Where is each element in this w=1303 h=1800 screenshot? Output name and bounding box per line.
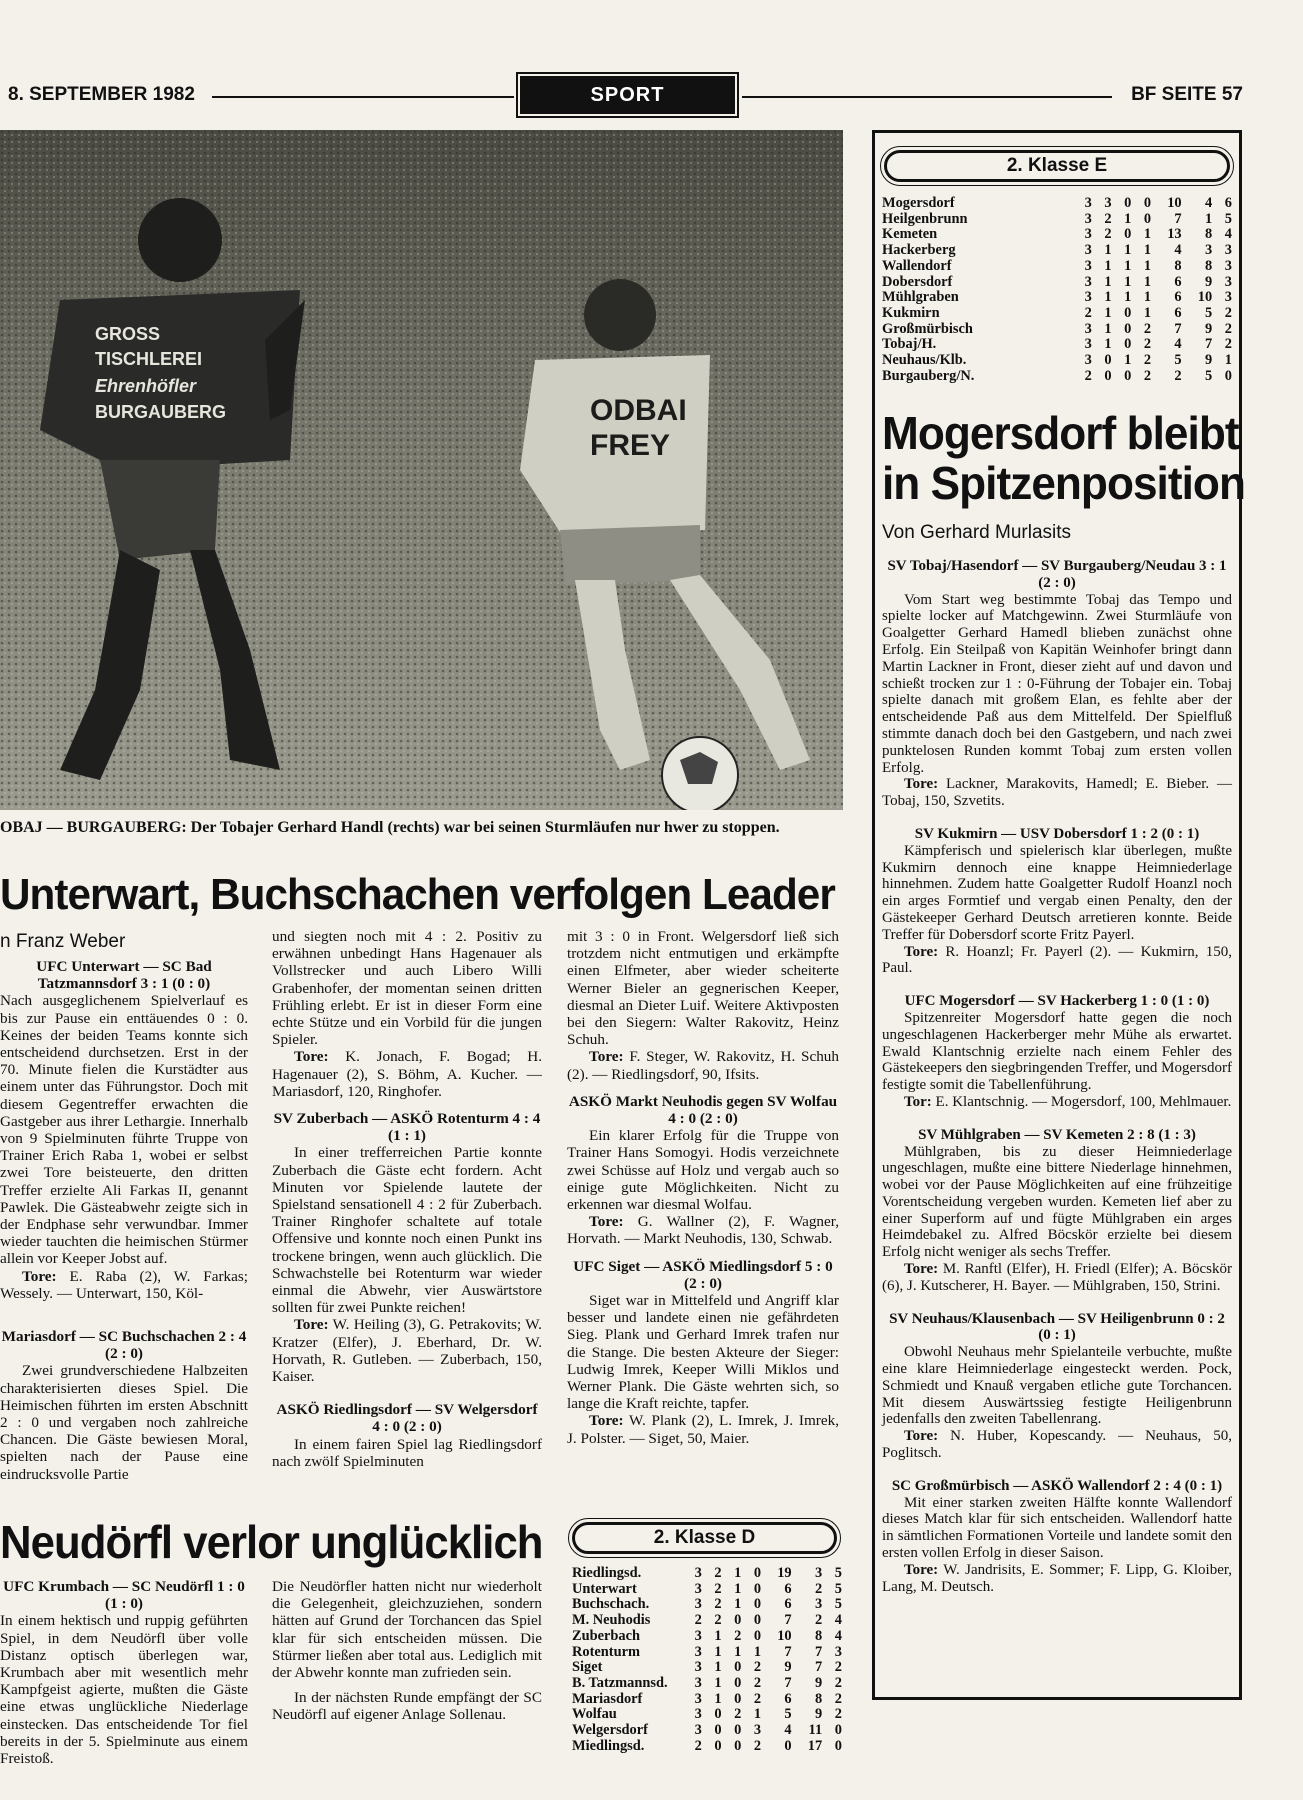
stat-cell: 1 (1104, 336, 1112, 353)
stat-cell: 3 (694, 1627, 702, 1644)
match-report: In einem hektisch und ruppig geführten Spiel, in dem Neudörfl über volle Distanz optisch überlegen war, Krumbach aber mit wesentlich mehr Kampfgeist agierte, mußten die Gäste eine etwas unglückliche Niederlage einstecken. Das entscheidende Tor fiel bereits in der 5. Spielminute aus einem Freistoß. (0, 1612, 248, 1768)
stat-cell: 9 (814, 1706, 823, 1723)
standings-row (572, 1629, 842, 1645)
stat-cell: 2 (1143, 320, 1152, 337)
match-report: Siget war in Mittelfeld und Angriff klar besser und landete einen nie gefährdeten Sieg. Plank und Gerhard Imrek trafen nur die Stange. Die besten Akteure der Sieger: Ludwig Imrek, Keeper Willi Miklos und Werner Plank. Die Gäste wehrten sich, so lange die Kraft reichte, tapfer. (567, 1292, 839, 1413)
stat-cell: 3 (1084, 320, 1092, 337)
scorers-line: Tore: Lackner, Marakovits, Hamedl; E. Bieber. — Tobaj, 150, Szvetits. (882, 776, 1233, 810)
stat-cell: 2 (814, 1580, 823, 1597)
standings-row (882, 353, 1232, 369)
stat-cell: 1 (734, 1643, 742, 1660)
stat-cell: 1 (1124, 352, 1132, 369)
standings-row (572, 1566, 842, 1582)
stat-cell: 0 (1143, 210, 1152, 227)
header-rule-left (212, 96, 514, 98)
stat-cell: 4 (784, 1722, 792, 1739)
team-name: M. Neuhodis (572, 1612, 651, 1629)
jersey-left-line-3: Ehrenhöfler (95, 376, 197, 396)
scorers-line: Tore: R. Hoanzl; Fr. Payerl (2). — Kukmirn, 150, Paul. (882, 943, 1232, 977)
headline-unterwart: Unterwart, Buchschachen verfolgen Leader (0, 870, 835, 919)
stat-cell: 3 (1084, 257, 1092, 274)
stat-cell: 2 (753, 1674, 762, 1691)
stat-cell: 13 (1167, 226, 1182, 243)
match-heading: ASKÖ Riedlingsdorf — SV Welgersdorf 4 : 0 (2 : 0) (276, 1401, 538, 1436)
stat-cell: 0 (753, 1565, 762, 1581)
stat-cell: 4 (1204, 195, 1213, 211)
match-report: Zwei grundverschiedene Halbzeiten charakterisierten dieses Spiel. Die Heimischen führten im ersten Abschnitt 2 : 0 und vergaben noch zahlreiche Chancen. Die Gäste bewiesen Moral, spielten nach der Pause eine eindrucksvolle Partie (0, 1362, 248, 1483)
article3-column (882, 558, 1232, 1595)
stat-cell: 0 (734, 1722, 742, 1739)
stat-cell: 0 (1104, 367, 1112, 384)
standings-row (882, 227, 1232, 243)
standings-row (572, 1707, 842, 1723)
photo-illustration (0, 130, 843, 810)
standings-row (882, 196, 1232, 212)
stat-cell: 5 (1224, 210, 1232, 227)
match-heading: UFC Krumbach — SC Neudörfl 1 : 0 (1 : 0) (3, 1578, 245, 1613)
headline-neudoerfl: Neudörfl verlor unglücklich (0, 1516, 543, 1568)
stat-cell: 9 (814, 1674, 823, 1691)
scorers-line: Tore: N. Huber, Kopescandy. — Neuhaus, 50, Poglitsch. (882, 1428, 1232, 1462)
stat-cell: 0 (734, 1690, 742, 1707)
match-photo (0, 130, 843, 810)
stat-cell: 6 (784, 1596, 792, 1613)
standings-row (572, 1582, 842, 1598)
stat-cell: 2 (753, 1690, 762, 1707)
stat-cell: 3 (694, 1690, 702, 1707)
stat-cell: 1 (1104, 289, 1112, 306)
scorers-line: Tore: K. Jonach, F. Bogad; H. Hagenauer (2), S. Böhm, A. Kucher. — Mariasdorf, 120, Ringhofer. (272, 1048, 543, 1100)
header-date: 8. SEPTEMBER 1982 (8, 84, 195, 105)
stat-cell: 1 (753, 1706, 762, 1723)
article1-column-1 (0, 958, 248, 1483)
scorers-line: Tore: F. Steger, W. Rakovitz, H. Schuh (2). — Riedlingsdorf, 90, Ifsits. (567, 1048, 839, 1083)
stat-cell: 2 (834, 1690, 842, 1707)
stat-cell: 1 (734, 1565, 742, 1581)
standings-row (882, 337, 1232, 353)
match-report: Vom Start weg bestimmte Tobaj das Tempo und spielte locker auf Matchgewinn. Zwei Sturmläufe von Goalgetter Gerhard Hamedl blieben zunächst ohne Erfolg. Ein Steilpaß von Kapitän Weinhofer bringt dann Martin Lackner in Front, dieser zieht auf und davon und schießt trocken zur 1 : 0-Führung der Tobajer ein. Tobaj spielte danach mit großem Elan, es fehlte aber der entscheidende Paß aus dem Mittelfeld. Der Spielfluß stimmte danach doch bei den Gastgebern, und nach zwei punktelosen Runden kommt Tobaj zum ersten vollen Erfolg. (882, 591, 1232, 776)
stat-cell: 3 (1084, 210, 1092, 227)
standings-row (572, 1613, 842, 1629)
stat-cell: 2 (834, 1674, 842, 1691)
stat-cell: 9 (1204, 352, 1213, 369)
stat-cell: 3 (694, 1565, 702, 1581)
stat-cell: 0 (784, 1737, 792, 1754)
stat-cell: 0 (1124, 367, 1132, 384)
match-heading: SC Großmürbisch — ASKÖ Wallendorf 2 : 4 (0 : 1) (891, 1477, 1223, 1494)
stat-cell: 2 (1143, 367, 1152, 384)
scorers-line: Tore: G. Wallner (2), F. Wagner, Horvath. — Markt Neuhodis, 130, Schwab. (567, 1213, 839, 1248)
stat-cell: 9 (784, 1659, 792, 1676)
stat-cell: 0 (734, 1737, 742, 1754)
stat-cell: 1 (1124, 210, 1132, 227)
stat-cell: 2 (714, 1580, 722, 1597)
stat-cell: 6 (1174, 273, 1182, 290)
stat-cell: 2 (1143, 352, 1152, 369)
match-report: Nach ausgeglichenem Spielverlauf es bis zur Pause ein enttäuendes 0 : 0. Keines der beiden Teams konnte sich entscheidend durchsetzen. Erst in der 70. Minute fielen die Kurstädter aus einem unter das Führungstor. Doch mit diesem Gegentreffer erwachten die Gastgeber aus ihrer Lethargie. Innerhalb von 9 Spielminuten führte Truppe von Trainer Erich Raba 1, wobei er selbst zwei Tore beisteuerte, den dritten Treffer erzielte Ali Farkas II, genannt Pawlek. Die Gästeabwehr zeigte sich in der Endphase sehr verwundbar. Immer wieder tauchten die heimischen Stürmer allein vor Keeper Jobst auf. (0, 992, 248, 1268)
stat-cell: 0 (834, 1722, 842, 1739)
stat-cell: 1 (714, 1690, 722, 1707)
team-name: Rotenturm (572, 1643, 640, 1660)
stat-cell: 1 (1104, 257, 1112, 274)
stat-cell: 1 (1104, 320, 1112, 337)
stat-cell: 9 (1204, 320, 1213, 337)
photo-caption: OBAJ — BURGAUBERG: Der Tobajer Gerhard Handl (rechts) war bei seinen Sturmläufen nur hwer zu stoppen. (0, 819, 780, 836)
team-name: Burgauberg/N. (882, 367, 975, 384)
team-name: Siget (572, 1659, 603, 1676)
table-e-standings (882, 196, 1232, 384)
stat-cell: 4 (1174, 242, 1182, 259)
match-report: Kämpferisch und spielerisch klar überlegen, mußte Kukmirn dennoch eine knappe Heimniederlage hinnehmen. Zudem hatte Goalgetter Rudolf Hoanzl noch ein arges Formtief und vergab einen Penalty, den der Gästekeeper Gerhard Deutsch arretieren konnte. Beide Treffer für Dobersdorf scorte Fritz Payerl. (882, 842, 1232, 943)
stat-cell: 2 (1104, 226, 1112, 243)
stat-cell: 2 (1104, 210, 1112, 227)
stat-cell: 0 (734, 1659, 742, 1676)
stat-cell: 1 (1124, 242, 1132, 259)
stat-cell: 2 (1084, 304, 1092, 321)
stat-cell: 3 (1224, 273, 1232, 290)
table-e-title: 2. Klasse E (884, 150, 1230, 182)
table-d-title: 2. Klasse D (572, 1522, 837, 1554)
headline-mogersdorf-text: Mogersdorf bleibt in Spitzenposition (882, 407, 1245, 509)
match-report: In einem fairen Spiel lag Riedlingsdorf nach zwölf Spielminuten (272, 1435, 542, 1470)
stat-cell: 1 (714, 1643, 722, 1660)
stat-cell: 5 (834, 1565, 842, 1581)
team-name: Dobersdorf (882, 273, 953, 290)
scorers-line: Tore: E. Raba (2), W. Farkas; Wessely. — Unterwart, 150, Köl- (0, 1267, 248, 1302)
match-heading: SV Neuhaus/Klausenbach — SV Heiligenbrunn 0 : 2 (0 : 1) (889, 1310, 1225, 1344)
team-name: Mühlgraben (882, 289, 959, 306)
stat-cell: 1 (1104, 273, 1112, 290)
match-heading: SV Kukmirn — USV Dobersdorf 1 : 2 (0 : 1) (914, 825, 1200, 842)
match-heading: UFC Unterwart — SC Bad Tatzmannsdorf 3 : 1 (0 : 0) (36, 958, 212, 993)
stat-cell: 5 (834, 1580, 842, 1597)
team-name: Heilgenbrunn (882, 210, 968, 227)
stat-cell: 3 (694, 1722, 702, 1739)
team-name: Mogersdorf (882, 195, 955, 211)
stat-cell: 2 (694, 1737, 702, 1754)
team-name: Wallendorf (882, 257, 952, 274)
jersey-right-line-1: ODBAI (590, 394, 687, 427)
stat-cell: 5 (1174, 352, 1182, 369)
article2-column-1 (0, 1578, 248, 1767)
scorers-line: Tore: M. Ranftl (Elfer), H. Friedl (Elfer); A. Böcskör (6), J. Kutscherer, H. Bayer. — Mühlgraben, 150, Strini. (882, 1261, 1232, 1294)
stat-cell: 11 (808, 1722, 823, 1739)
stat-cell: 1 (734, 1596, 742, 1613)
stat-cell: 2 (714, 1612, 722, 1629)
stat-cell: 2 (1174, 367, 1182, 384)
stat-cell: 3 (1224, 257, 1232, 274)
stat-cell: 0 (1124, 226, 1132, 243)
scorers-line: Tore: W. Jandrisits, E. Sommer; F. Lipp, G. Kloiber, Lang, M. Deutsch. (882, 1561, 1232, 1595)
stat-cell: 0 (1124, 195, 1132, 211)
stat-cell: 0 (714, 1706, 722, 1723)
stat-cell: 1 (1124, 273, 1132, 290)
stat-cell: 2 (714, 1565, 722, 1581)
stat-cell: 2 (1224, 304, 1232, 321)
stat-cell: 1 (1143, 242, 1152, 259)
stat-cell: 5 (1204, 367, 1213, 384)
stat-cell: 3 (1084, 226, 1092, 243)
scorers-line: Tore: W. Plank (2), L. Imrek, J. Imrek, J. Polster. — Siget, 50, Maier. (567, 1412, 839, 1447)
stat-cell: 8 (1204, 226, 1213, 243)
stat-cell: 1 (1143, 304, 1152, 321)
team-name: Neuhaus/Klb. (882, 352, 967, 369)
stat-cell: 2 (1084, 367, 1092, 384)
stat-cell: 7 (814, 1659, 823, 1676)
team-name: Welgersdorf (572, 1722, 648, 1739)
stat-cell: 2 (1224, 320, 1232, 337)
team-name: Buchschach. (572, 1596, 650, 1613)
stat-cell: 0 (753, 1612, 762, 1629)
match-report: Spitzenreiter Mogersdorf hatte gegen die noch ungeschlagenen Hackerberger mehr Mühe als erwartet. Ewald Klantschnig erzielte nach einem Fehler des Gästekeepers den siegbringenden Treffer, und Mogersdorf festigte somit die Tabellenführung. (882, 1009, 1232, 1094)
stat-cell: 2 (1224, 336, 1232, 353)
stat-cell: 0 (1124, 320, 1132, 337)
stat-cell: 1 (714, 1627, 722, 1644)
stat-cell: 3 (814, 1565, 823, 1581)
team-name: Unterwart (572, 1580, 637, 1597)
stat-cell: 1 (1104, 304, 1112, 321)
stat-cell: 3 (1084, 352, 1092, 369)
standings-row (882, 212, 1232, 228)
match-report: In einer trefferreichen Partie konnte Zuberbach die Gäste echt fordern. Acht Minuten vor Spielende lautete der Spielstand sensationell 4 : 2 für Zuberbach. Trainer Ringhofer schaltete auf totale Offensive und konnte noch einen Punkt ins trockene bringen, wenn auch glücklich. Die Schwachstelle bei Rotenturm war wieder einmal die Abwehr, vier Auswärtstore sollten für zwei Punkte reichen! (272, 1144, 542, 1317)
team-name: Großmürbisch (882, 320, 973, 337)
stat-cell: 8 (1174, 257, 1182, 274)
stat-cell: 3 (1084, 336, 1092, 353)
standings-row (882, 275, 1232, 291)
standings-row (882, 306, 1232, 322)
team-name: Kukmirn (882, 304, 940, 321)
standings-row (882, 322, 1232, 338)
stat-cell: 3 (753, 1722, 762, 1739)
team-name: Riedlingsd. (572, 1565, 642, 1581)
standings-row (572, 1660, 842, 1676)
stat-cell: 8 (814, 1627, 823, 1644)
jersey-left-line-2: TISCHLEREI (95, 349, 203, 369)
stat-cell: 2 (734, 1627, 742, 1644)
match-heading: UFC Siget — ASKÖ Miedlingsdorf 5 : 0 (2 : 0) (573, 1257, 833, 1292)
stat-cell: 5 (1204, 304, 1213, 321)
match-report: In der nächsten Runde empfängt der SC Neudörfl auf eigener Anlage Sollenau. (272, 1689, 542, 1724)
stat-cell: 7 (1204, 336, 1213, 353)
stat-cell: 3 (1084, 195, 1092, 211)
match-report: und siegten noch mit 4 : 2. Positiv zu erwähnen unbedingt Hans Hagenauer als Vollstrecker und auch Libero Willi Grabenhofer, der momentan seinen dritten Frühling erlebt. Er ist in dieser Form eine echte Stütze und ein Vorbild für die jungen Spieler. (272, 928, 542, 1049)
stat-cell: 3 (834, 1643, 842, 1660)
team-name: Tobaj/H. (882, 336, 937, 353)
team-name: Zuberbach (572, 1627, 640, 1644)
stat-cell: 1 (1224, 352, 1232, 369)
team-name: B. Tatzmannsd. (572, 1674, 668, 1691)
stat-cell: 3 (694, 1580, 702, 1597)
stat-cell: 0 (714, 1722, 722, 1739)
jersey-right-line-2: FREY (590, 429, 671, 462)
standings-row (572, 1676, 842, 1692)
stat-cell: 3 (1084, 242, 1092, 259)
standings-row (882, 243, 1232, 259)
table-d-standings (572, 1566, 842, 1754)
stat-cell: 3 (1224, 242, 1232, 259)
stat-cell: 10 (1197, 289, 1213, 306)
stat-cell: 3 (694, 1706, 702, 1723)
stat-cell: 9 (1204, 273, 1213, 290)
stat-cell: 3 (694, 1596, 702, 1613)
stat-cell: 0 (1124, 336, 1132, 353)
stat-cell: 6 (784, 1580, 792, 1597)
stat-cell: 5 (784, 1706, 792, 1723)
stat-cell: 1 (714, 1674, 722, 1691)
match-report: Mit einer starken zweiten Hälfte konnte Wallendorf dieses Match klar für sich entscheiden. Wallendorf hatte in sämtlichen Formationen Vorteile und landete somit den ersten vollen Erfolg in dieser Saison. (882, 1494, 1232, 1562)
stat-cell: 10 (1167, 195, 1182, 211)
standings-row (572, 1692, 842, 1708)
stat-cell: 1 (1143, 226, 1152, 243)
stat-cell: 4 (834, 1612, 842, 1629)
stat-cell: 3 (1204, 242, 1213, 259)
stat-cell: 3 (1084, 289, 1092, 306)
stat-cell: 7 (1174, 320, 1182, 337)
header-rule-right (742, 96, 1112, 98)
match-heading: UFC Mogersdorf — SV Hackerberg 1 : 0 (1 : 0) (904, 993, 1210, 1010)
stat-cell: 7 (784, 1674, 792, 1691)
stat-cell: 0 (753, 1596, 762, 1613)
headline-mogersdorf (882, 408, 1247, 508)
stat-cell: 2 (694, 1612, 702, 1629)
stat-cell: 3 (694, 1674, 702, 1691)
team-name: Kemeten (882, 226, 938, 243)
standings-row (572, 1645, 842, 1661)
stat-cell: 0 (734, 1674, 742, 1691)
stat-cell: 3 (1104, 195, 1112, 211)
stat-cell: 0 (734, 1612, 742, 1629)
match-heading: Mariasdorf — SC Buchschachen 2 : 4 (2 : 0) (1, 1328, 247, 1363)
stat-cell: 1 (753, 1643, 762, 1660)
stat-cell: 6 (1174, 289, 1182, 306)
section-badge: SPORT (520, 76, 735, 114)
stat-cell: 7 (784, 1643, 792, 1660)
team-name: Mariasdorf (572, 1690, 643, 1707)
stat-cell: 10 (777, 1627, 792, 1644)
stat-cell: 0 (1143, 195, 1152, 211)
stat-cell: 2 (753, 1737, 762, 1754)
stat-cell: 6 (1224, 195, 1232, 211)
stat-cell: 1 (734, 1580, 742, 1597)
match-report: Obwohl Neuhaus mehr Spielanteile verbuchte, mußte eine klare Heimniederlage eingesteckt werden. Pock, Schmiedt und Knauß vergaben etliche gute Torchancen. Mit diesem Auswärtssieg festigte Heiligenbrunn jedenfalls den zweiten Tabellenrang. (882, 1344, 1232, 1428)
article2-column-2 (272, 1578, 542, 1724)
stat-cell: 4 (1174, 336, 1182, 353)
stat-cell: 3 (1084, 273, 1092, 290)
stat-cell: 7 (814, 1643, 823, 1660)
stat-cell: 4 (1224, 226, 1232, 243)
standings-row (572, 1739, 842, 1755)
stat-cell: 4 (834, 1627, 842, 1644)
match-report: Mühlgraben, bis zu dieser Heimniederlage ungeschlagen, mußte eine bittere Niederlage hinnehmen, wobei vor der Pause Möglichkeiten auf eine frühzeitige Vorentscheidung vergeben wurden. Kemeten lief aber zu einer Superform auf und fügte Mühlgraben ein arges Heimdebakel zu. Alfred Böcskör erzielte bei diesem Erfolg nicht weniger als sechs Treffer. (882, 1143, 1232, 1261)
jersey-left-line-4: BURGAUBERG (95, 402, 227, 422)
stat-cell: 3 (1224, 289, 1232, 306)
stat-cell: 0 (714, 1737, 722, 1754)
stat-cell: 0 (1104, 352, 1112, 369)
match-heading: ASKÖ Markt Neuhodis gegen SV Wolfau 4 : 0 (2 : 0) (568, 1092, 838, 1128)
stat-cell: 3 (694, 1659, 702, 1676)
stat-cell: 17 (807, 1737, 823, 1754)
standings-row (572, 1723, 842, 1739)
stat-cell: 1 (1143, 257, 1152, 274)
team-name: Hackerberg (882, 242, 956, 259)
stat-cell: 2 (734, 1706, 742, 1723)
stat-cell: 1 (1124, 257, 1132, 274)
jersey-left-line-1: GROSS (95, 324, 161, 344)
standings-row (572, 1597, 842, 1613)
standings-row (882, 290, 1232, 306)
stat-cell: 5 (834, 1596, 842, 1613)
stat-cell: 8 (1204, 257, 1213, 274)
standings-row (882, 259, 1232, 275)
stat-cell: 6 (784, 1690, 792, 1707)
stat-cell: 2 (1143, 336, 1152, 353)
scorers-line: Tore: W. Heiling (3), G. Petrakovits; W. Kratzer (Elfer), J. Eberhard, Dr. W. Horvath, R. Gutleben. — Zuberbach, 150, Kaiser. (272, 1316, 542, 1386)
stat-cell: 6 (1174, 304, 1182, 321)
stat-cell: 2 (714, 1596, 722, 1613)
match-heading: SV Mühlgraben — SV Kemeten 2 : 8 (1 : 3) (918, 1126, 1196, 1143)
stat-cell: 0 (1224, 367, 1232, 384)
stat-cell: 2 (834, 1659, 842, 1676)
article1-column-3 (567, 928, 839, 1447)
team-name: Wolfau (572, 1706, 617, 1723)
stat-cell: 1 (1143, 273, 1152, 290)
stat-cell: 0 (753, 1627, 762, 1644)
match-report: Ein klarer Erfolg für die Truppe von Trainer Hans Somogyi. Hodis verzeichnete zwei Schüsse auf Holz und vergab auch so einige gute Möglichkeiten. Nicht zu erkennen war diesmal Wolfau. (567, 1127, 839, 1214)
article1-column-2 (272, 928, 542, 1470)
match-heading: SV Zuberbach — ASKÖ Rotenturm 4 : 4 (1 : 1) (273, 1110, 541, 1145)
stat-cell: 1 (1204, 210, 1213, 227)
stat-cell: 3 (814, 1596, 823, 1613)
stat-cell: 7 (784, 1612, 792, 1629)
stat-cell: 0 (834, 1737, 842, 1754)
stat-cell: 1 (1124, 289, 1132, 306)
stat-cell: 1 (1104, 242, 1112, 259)
match-heading: SV Tobaj/Hasendorf — SV Burgauberg/Neudau 3 : 1 (2 : 0) (887, 558, 1227, 591)
stat-cell: 1 (1143, 289, 1152, 306)
stat-cell: 0 (753, 1580, 762, 1597)
byline-murlasits: Von Gerhard Murlasits (882, 522, 1072, 543)
match-report: Die Neudörfler hatten nicht nur wiederholt die Gelegenheit, gleichzuziehen, sondern hätten auf Grund der Torchancen das Spiel klar für sich entscheiden müssen. Die Stürmer ließen aber total aus. Lediglich mit der Abwehr konnte man zufrieden sein. (272, 1578, 542, 1682)
team-name: Miedlingsd. (572, 1737, 645, 1754)
standings-row (882, 369, 1232, 385)
stat-cell: 19 (777, 1565, 792, 1581)
stat-cell: 3 (694, 1643, 702, 1660)
stat-cell: 8 (814, 1690, 823, 1707)
stat-cell: 2 (814, 1612, 823, 1629)
stat-cell: 1 (714, 1659, 722, 1676)
match-report: mit 3 : 0 in Front. Welgersdorf ließ sich trotzdem nicht entmutigen und erkämpfte einen Elfmeter, aber wieder scheiterte Werner Bieler an gegnerischen Keeper, diesmal an Dieter Luif. Weitere Aktivposten bei den Siegern: Walter Rakovitz, Heinz Schuh. (567, 928, 839, 1049)
header-page: BF SEITE 57 (1131, 84, 1243, 105)
stat-cell: 7 (1174, 210, 1182, 227)
stat-cell: 0 (1124, 304, 1132, 321)
byline-weber: n Franz Weber (0, 931, 126, 952)
scorers-line: Tor: E. Klantschnig. — Mogersdorf, 100, Mehlmauer. (904, 1093, 1232, 1110)
stat-cell: 2 (753, 1659, 762, 1676)
stat-cell: 2 (834, 1706, 842, 1723)
